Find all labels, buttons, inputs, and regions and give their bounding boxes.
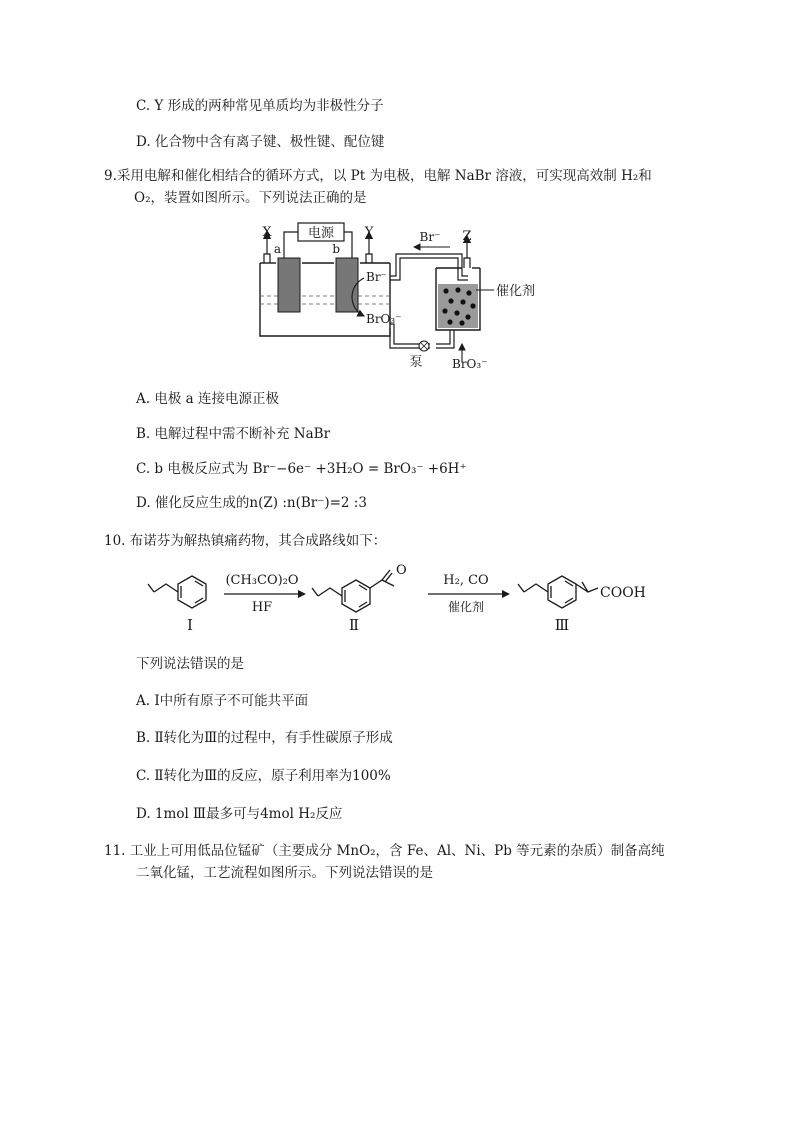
- q10-option-b: B. Ⅱ转化为Ⅲ的过程中，有手性碳原子形成: [136, 730, 393, 746]
- compound-2-structure: [312, 570, 394, 612]
- q9-stem-line2: O₂，装置如图所示。下列说法正确的是: [134, 190, 367, 206]
- q9-option-d: D. 催化反应生成的n(Z) :n(Br⁻)=2 :3: [136, 495, 367, 511]
- gas-x-label: X: [262, 225, 272, 240]
- q9-stem-line1: 9.采用电解和催化相结合的循环方式，以 Pt 为电极，电解 NaBr 溶液，可实现高效制 H₂和: [104, 168, 652, 184]
- br-minus-label: Br⁻: [366, 270, 387, 284]
- compound-1-label: Ⅰ: [187, 616, 193, 634]
- electrode-b-label: b: [332, 242, 340, 256]
- catalyst-label: 催化剂: [496, 284, 536, 299]
- reagent-2-top: H₂, CO: [443, 573, 489, 588]
- reagent-1-bottom: HF: [251, 600, 273, 615]
- br-return-label: Br⁻: [419, 230, 441, 244]
- q9-option-c: C. b 电极反应式为 Br⁻−6e⁻ +3H₂O = BrO₃⁻ +6H⁺: [136, 461, 467, 477]
- gas-y-label: Y: [364, 225, 374, 240]
- pump-label: 泵: [409, 355, 423, 370]
- q8-option-d: D. 化合物中含有离子键、极性键、配位键: [136, 134, 385, 150]
- q9-option-b: B. 电解过程中需不断补充 NaBr: [136, 426, 331, 442]
- reagent-1-top: (CH₃CO)₂O: [225, 573, 299, 588]
- q10-option-d: D. 1mol Ⅲ最多可与4mol H₂反应: [136, 806, 343, 822]
- q11-stem-line1: 11. 工业上可用低品位锰矿（主要成分 MnO₂，含 Fe、Al、Ni、Pb 等元素的杂质）制备高纯: [104, 843, 665, 859]
- q11-stem-line2: 二氧化锰，工艺流程如图所示。下列说法错误的是: [136, 865, 433, 881]
- electrode-a-label: a: [273, 242, 281, 256]
- electrode-a: [278, 258, 300, 312]
- electrode-b: [336, 258, 358, 312]
- power-source-label: 电源: [307, 226, 335, 241]
- q9-option-a: A. 电极 a 连接电源正极: [136, 391, 279, 407]
- q10-option-c: C. Ⅱ转化为Ⅲ的反应，原子利用率为100%: [136, 768, 391, 784]
- reagent-2-bottom: 催化剂: [447, 600, 485, 614]
- q10-stem: 10. 布诺芬为解热镇痛药物，其合成路线如下：: [104, 533, 387, 549]
- compound-3-label: Ⅲ: [554, 616, 570, 634]
- synthesis-scheme: [140, 562, 660, 634]
- compound-3-structure: [518, 576, 598, 608]
- q10-question: 下列说法错误的是: [136, 656, 244, 672]
- q10-option-a: A. Ⅰ中所有原子不可能共平面: [136, 693, 309, 709]
- bro3-cell-label: BrO₃⁻: [366, 312, 402, 326]
- carbonyl-oxygen: O: [396, 563, 407, 578]
- cooh-group: COOH: [600, 585, 646, 601]
- q8-option-c: C. Y 形成的两种常见单质均为非极性分子: [136, 98, 384, 114]
- electrolysis-diagram: [240, 218, 560, 378]
- gas-z-label: Z: [462, 229, 472, 244]
- compound-2-label: Ⅱ: [348, 616, 360, 634]
- bro3-pump-label: BrO₃⁻: [452, 357, 488, 371]
- compound-1-structure: [148, 576, 206, 608]
